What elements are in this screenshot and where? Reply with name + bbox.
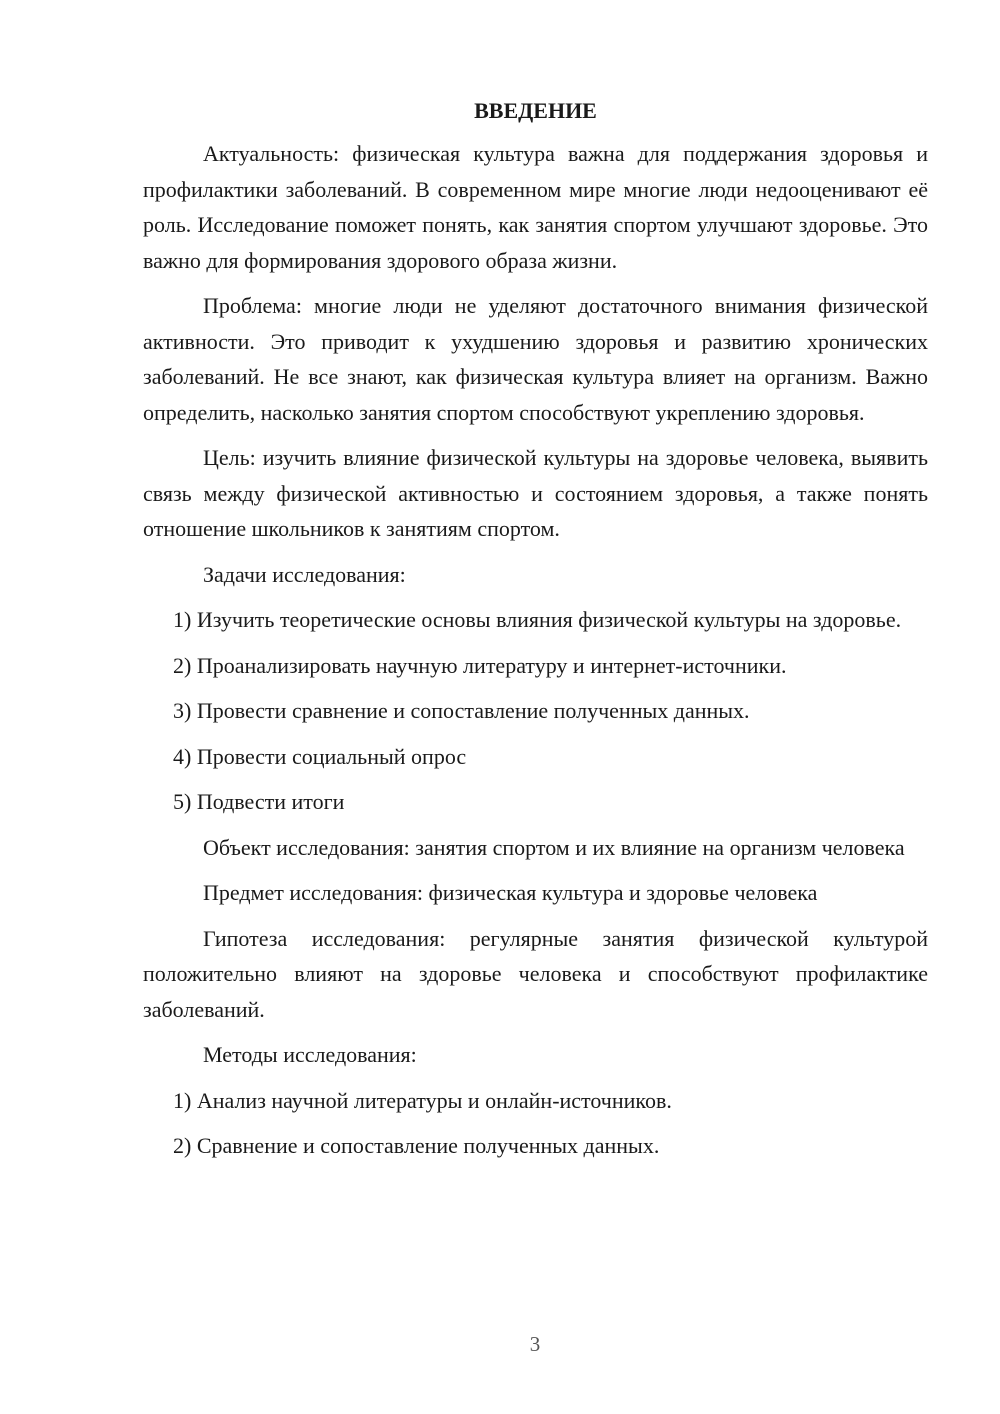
task-item-3: 3) Провести сравнение и сопоставление полученных данных. <box>173 698 750 723</box>
task-item-2: 2) Проанализировать научную литературу и интернет-источники. <box>173 652 787 678</box>
relevance-paragraph: Актуальность: физическая культура важна для поддержания здоровья и профилактики заболеваний. В современном мире многие люди недооценивают её роль. Исследование поможет понять, как занятия спортом улучшают здоровье. Это важно для формирования здорового образа жизни. <box>143 141 928 273</box>
page-title: ВВЕДЕНИЕ <box>474 98 597 123</box>
method-item-1: 1) Анализ научной литературы и онлайн-источников. <box>173 1087 672 1113</box>
subject-paragraph: Предмет исследования: физическая культура и здоровье человека <box>203 880 818 905</box>
task-item-1: 1) Изучить теоретические основы влияния физической культуры на здоровье. <box>173 607 902 632</box>
method-item-2: 2) Сравнение и сопоставление полученных данных. <box>173 1133 660 1158</box>
object-paragraph: Объект исследования: занятия спортом и их влияние на организм человека <box>203 834 905 860</box>
task-item-4: 4) Провести социальный опрос <box>173 743 467 769</box>
tasks-heading: Задачи исследования: <box>203 561 406 587</box>
page-number: 3 <box>529 1332 541 1356</box>
methods-heading: Методы исследования: <box>203 1042 417 1067</box>
problem-paragraph: Проблема: многие люди не уделяют достаточного внимания физической активности. Это приводит к ухудшению здоровья и развитию хронических заболеваний. Не все знают, как физическая культура влияет на организм. Важно определить, насколько занятия спортом способствуют укреплению здоровья. <box>143 293 928 425</box>
task-item-5: 5) Подвести итоги <box>173 789 345 814</box>
hypothesis-paragraph: Гипотеза исследования: регулярные занятия физической культурой положительно влияют на здоровье человека и способствуют профилактике заболеваний. <box>143 925 928 1022</box>
document-body <box>143 96 928 1174</box>
goal-paragraph: Цель: изучить влияние физической культуры на здоровье человека, выявить связь между физической активностью и состоянием здоровья, а также понять отношение школьников к занятиям спортом. <box>143 445 928 541</box>
